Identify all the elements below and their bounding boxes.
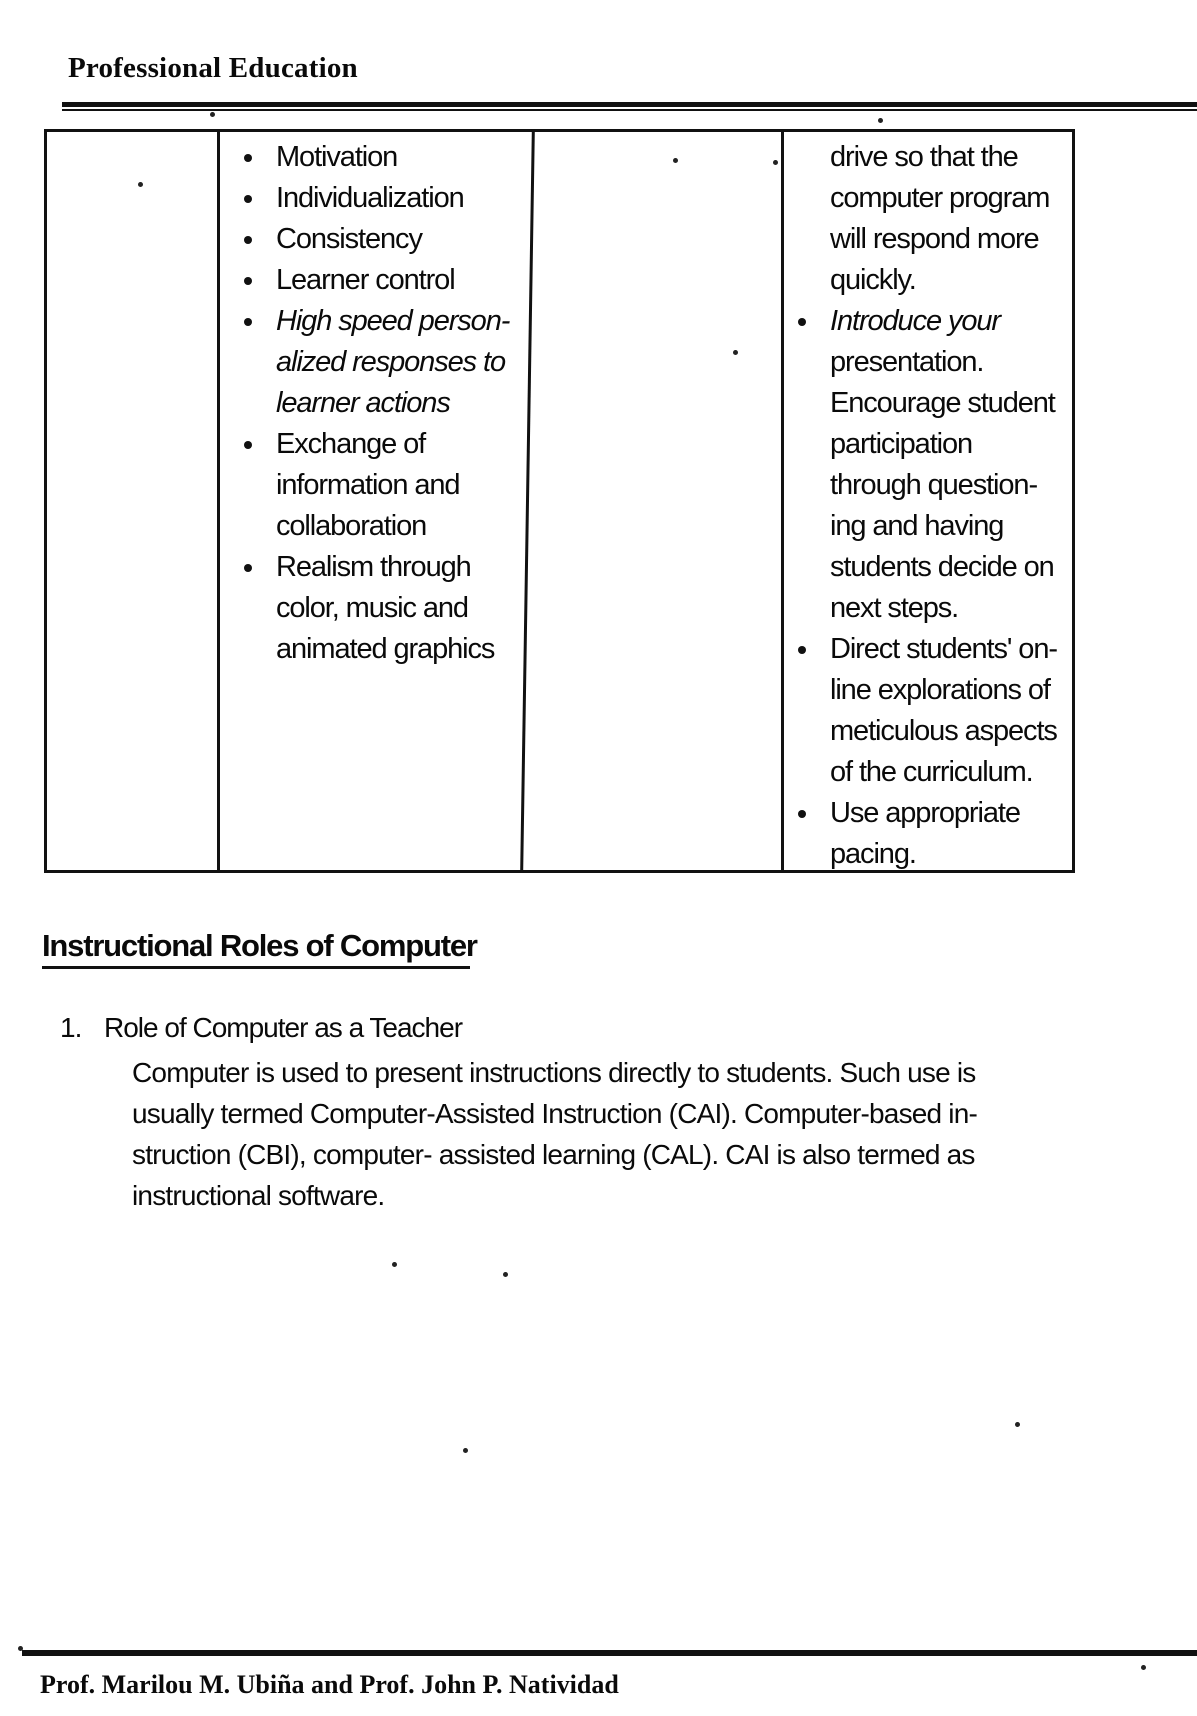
scan-speck xyxy=(463,1448,468,1453)
cell-text-line: of the curriculum. xyxy=(830,756,1033,788)
bullet-icon xyxy=(244,236,252,244)
scan-speck xyxy=(673,158,678,163)
table-border-right xyxy=(1072,129,1075,873)
features-list xyxy=(242,137,542,670)
footer-authors: Prof. Marilou M. Ubiña and Prof. John P. Natividad xyxy=(40,1670,619,1699)
cell-text-line: collaboration xyxy=(276,510,427,542)
list-item-number: 1. xyxy=(60,1012,82,1043)
scan-speck xyxy=(733,350,738,355)
section-heading: Instructional Roles of Computer xyxy=(42,928,470,969)
list-item xyxy=(792,301,1072,629)
cell-text-line: pacing. xyxy=(830,838,916,870)
bullet-icon xyxy=(798,318,806,326)
cell-text-line: computer program xyxy=(830,182,1050,214)
table-cell-strategies xyxy=(792,137,1072,875)
cell-text-line: Use appropriate xyxy=(830,797,1020,829)
bullet-icon xyxy=(798,646,806,654)
cell-text-line: students decide on xyxy=(830,551,1054,583)
cell-text-line: quickly. xyxy=(830,264,916,296)
cell-text-line: High speed person- xyxy=(276,305,510,337)
scan-speck xyxy=(773,160,778,165)
list-item xyxy=(792,793,1072,875)
bullet-icon xyxy=(798,810,806,818)
continued-text xyxy=(830,137,1072,301)
cell-text-line: Motivation xyxy=(276,141,398,173)
body-line: usually termed Computer-Assisted Instruction (CAI). Computer-based in- xyxy=(132,1098,978,1129)
header-rule-thin xyxy=(62,109,1197,111)
list-item xyxy=(242,301,542,424)
cell-text-line: Learner control xyxy=(276,264,455,296)
list-item xyxy=(242,137,542,178)
table-divider-3 xyxy=(781,129,784,873)
bullet-icon xyxy=(244,441,252,449)
body-line: Computer is used to present instructions directly to students. Such use is xyxy=(132,1057,976,1088)
cell-text-line: learner actions xyxy=(276,387,450,419)
list-item xyxy=(242,424,542,547)
scan-speck xyxy=(1141,1665,1146,1670)
running-head-title: Professional Education xyxy=(68,52,358,84)
cell-text-line: Direct students' on- xyxy=(830,633,1057,665)
cell-text-line: Individualization xyxy=(276,182,464,214)
list-item xyxy=(242,178,542,219)
cell-text-line: Introduce your xyxy=(830,305,1000,337)
scan-speck xyxy=(878,118,883,123)
bullet-icon xyxy=(244,277,252,285)
list-item xyxy=(242,547,542,670)
list-item-title: Role of Computer as a Teacher xyxy=(104,1012,463,1043)
cell-text-line: will respond more xyxy=(830,223,1039,255)
header-rule xyxy=(62,102,1197,107)
cell-text-line: Consistency xyxy=(276,223,422,255)
scan-speck xyxy=(503,1272,508,1277)
table-cell-features xyxy=(242,137,542,670)
content-table xyxy=(44,129,1075,873)
cell-text-line: line explorations of xyxy=(830,674,1050,706)
cell-text-line: Exchange of xyxy=(276,428,426,460)
cell-text-line: Encourage student xyxy=(830,387,1055,419)
strategies-list xyxy=(792,301,1072,875)
scan-speck xyxy=(138,182,143,187)
cell-text-line: alized responses to xyxy=(276,346,505,378)
list-item xyxy=(242,219,542,260)
bullet-icon xyxy=(244,318,252,326)
scan-speck xyxy=(1015,1422,1020,1427)
cell-text-line: color, music and xyxy=(276,592,468,624)
scan-speck xyxy=(18,1646,23,1651)
list-item xyxy=(242,260,542,301)
cell-text-line: through question- xyxy=(830,469,1038,501)
cell-text-line: next steps. xyxy=(830,592,959,624)
bullet-icon xyxy=(244,154,252,162)
table-border-left xyxy=(44,129,47,873)
footer-rule xyxy=(22,1650,1197,1656)
body-line: struction (CBI), computer- assisted learning (CAL). CAI is also termed as xyxy=(132,1139,975,1170)
list-item-body xyxy=(132,1052,1062,1216)
cell-text-line: presentation. xyxy=(830,346,984,378)
cell-text-line: meticulous aspects xyxy=(830,715,1057,747)
cell-text-line: ing and having xyxy=(830,510,1004,542)
cell-text-line: participation xyxy=(830,428,973,460)
table-border-top xyxy=(44,129,1075,132)
bullet-icon xyxy=(244,564,252,572)
scan-speck xyxy=(210,112,215,117)
cell-text-line: drive so that the xyxy=(830,141,1018,173)
cell-text-line: information and xyxy=(276,469,460,501)
scan-speck xyxy=(392,1262,397,1267)
table-divider-1 xyxy=(217,129,220,873)
list-item xyxy=(792,629,1072,793)
body-line: instructional software. xyxy=(132,1180,385,1211)
bullet-icon xyxy=(244,195,252,203)
cell-text-line: animated graphics xyxy=(276,633,495,665)
cell-text-line: Realism through xyxy=(276,551,471,583)
